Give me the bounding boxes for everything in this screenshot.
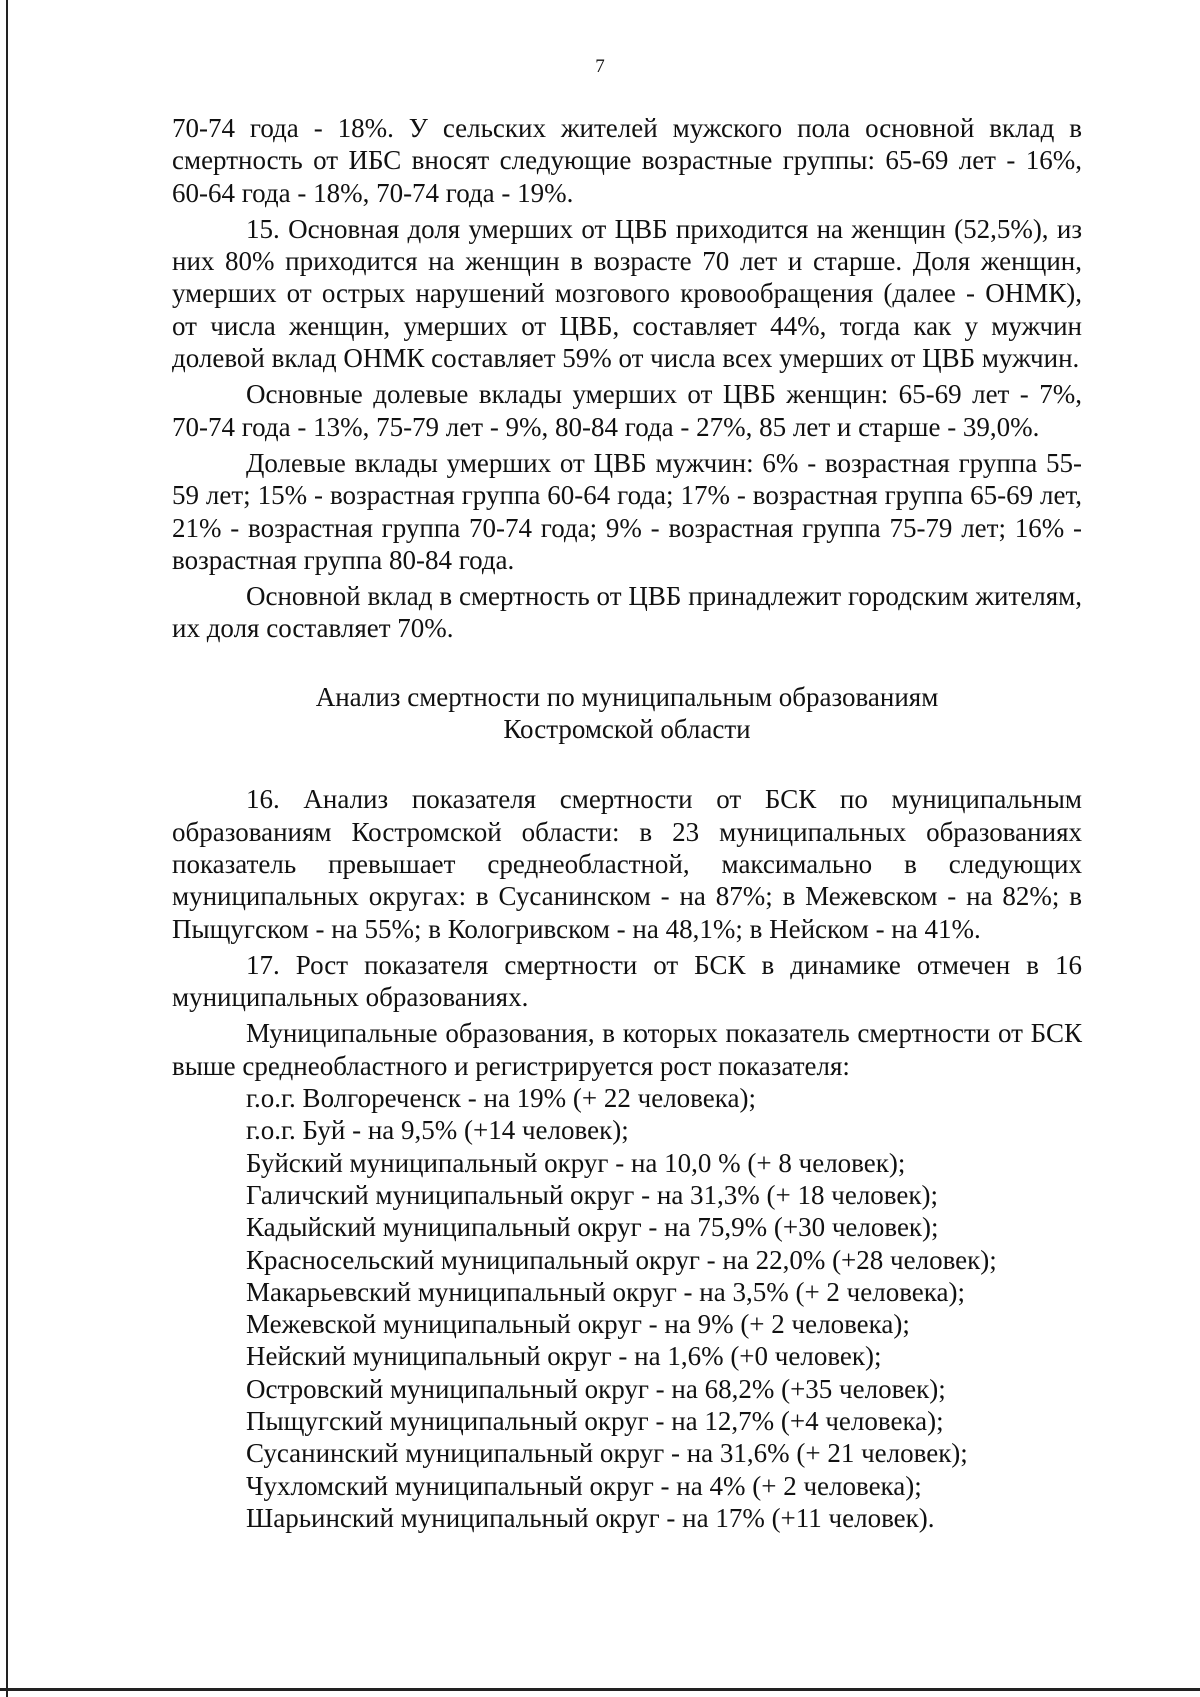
list-item: Сусанинский муниципальный округ - на 31,6% (+ 21 человек); xyxy=(246,1438,968,1469)
paragraph-16: 16. Анализ показателя смертности от БСК по муниципальным образованиям Костромской области: в 23 муниципальных образованиях показатель превышает среднеобластной, максимально в следующих муниципальных округах: в Сусанинском - на 87%; в Межевском - на 82%; в Пыщугском - на 55%; в Кологривском - на 48,1%; в Нейском - на 41%. xyxy=(172,784,1082,944)
section-heading-line-1: Анализ смертности по муниципальным образованиям xyxy=(315,681,939,712)
municipality-list xyxy=(172,1082,1082,1534)
paragraph-17: 17. Рост показателя смертности от БСК в динамике отмечен в 16 муниципальных образованиях. xyxy=(172,949,1082,1013)
list-item: Шарьинский муниципальный округ - на 17% (+11 человек). xyxy=(246,1502,935,1533)
paragraph-cvd-women: Основные долевые вклады умерших от ЦВБ женщин: 65-69 лет - 7%, 70-74 года - 13%, 75-79 лет - 9%, 80-84 года - 27%, 85 лет и старше - 39,0%. xyxy=(172,379,1082,442)
list-item: Макарьевский муниципальный округ - на 3,5% (+ 2 человека); xyxy=(246,1276,965,1307)
paragraph-cvd-men: Долевые вклады умерших от ЦВБ мужчин: 6% - возрастная группа 55-59 лет; 15% - возрастная группа 60-64 года; 17% - возрастная группа 65-69 лет, 21% - возрастная группа 70-74 года; 9% - возрастная группа 75-79 лет; 16% - возрастная группа 80-84 года. xyxy=(172,447,1082,575)
bottom-margin-rule xyxy=(0,1688,1200,1691)
paragraph-15: 15. Основная доля умерших от ЦВБ приходится на женщин (52,5%), из них 80% приходится на женщин в возрасте 70 лет и старше. Доля женщин, умерших от острых нарушений мозгового кровообращения (далее - ОНМК), от числа женщин, умерших от ЦВБ, составляет 44%, тогда как у мужчин долевой вклад ОНМК составляет 59% от числа всех умерших от ЦВБ мужчин. xyxy=(172,213,1082,374)
paragraph-cvd-urban: Основной вклад в смертность от ЦВБ принадлежит городским жителям, их доля составляет 70%. xyxy=(172,581,1082,644)
list-item: Красносельский муниципальный округ - на 22,0% (+28 человек); xyxy=(246,1244,997,1275)
list-item: Пыщугский муниципальный округ - на 12,7% (+4 человека); xyxy=(246,1405,944,1436)
list-item: Островский муниципальный округ - на 68,2% (+35 человек); xyxy=(246,1373,946,1404)
section-heading-line-2: Костромской области xyxy=(503,714,751,745)
left-margin-rule xyxy=(6,0,8,1697)
document-body xyxy=(172,112,1082,1534)
list-item: Кадыйский муниципальный округ - на 75,9% (+30 человек); xyxy=(246,1212,939,1243)
page-number: 7 xyxy=(595,56,605,77)
list-item: Галичский муниципальный округ - на 31,3% (+ 18 человек); xyxy=(246,1179,938,1210)
paragraph-ibs-continuation: 70-74 года - 18%. У сельских жителей мужского пола основной вклад в смертность от ИБС вносят следующие возрастные группы: 65-69 лет - 16%, 60-64 года - 18%, 70-74 года - 19%. xyxy=(172,113,1082,208)
list-item: г.о.г. Волгореченск - на 19% (+ 22 человека); xyxy=(246,1083,756,1114)
list-item: Межевской муниципальный округ - на 9% (+ 2 человека); xyxy=(246,1309,910,1340)
section-heading xyxy=(172,681,1082,746)
paragraph-municipalities-intro: Муниципальные образования, в которых показатель смертности от БСК выше среднеобластного и регистрируется рост показателя: xyxy=(172,1018,1082,1081)
list-item: Буйский муниципальный округ - на 10,0 % (+ 8 человек); xyxy=(246,1147,906,1178)
list-item: Нейский муниципальный округ - на 1,6% (+0 человек); xyxy=(246,1341,882,1372)
list-item: Чухломский муниципальный округ - на 4% (+ 2 человека); xyxy=(246,1470,922,1501)
list-item: г.о.г. Буй - на 9,5% (+14 человек); xyxy=(246,1115,629,1146)
